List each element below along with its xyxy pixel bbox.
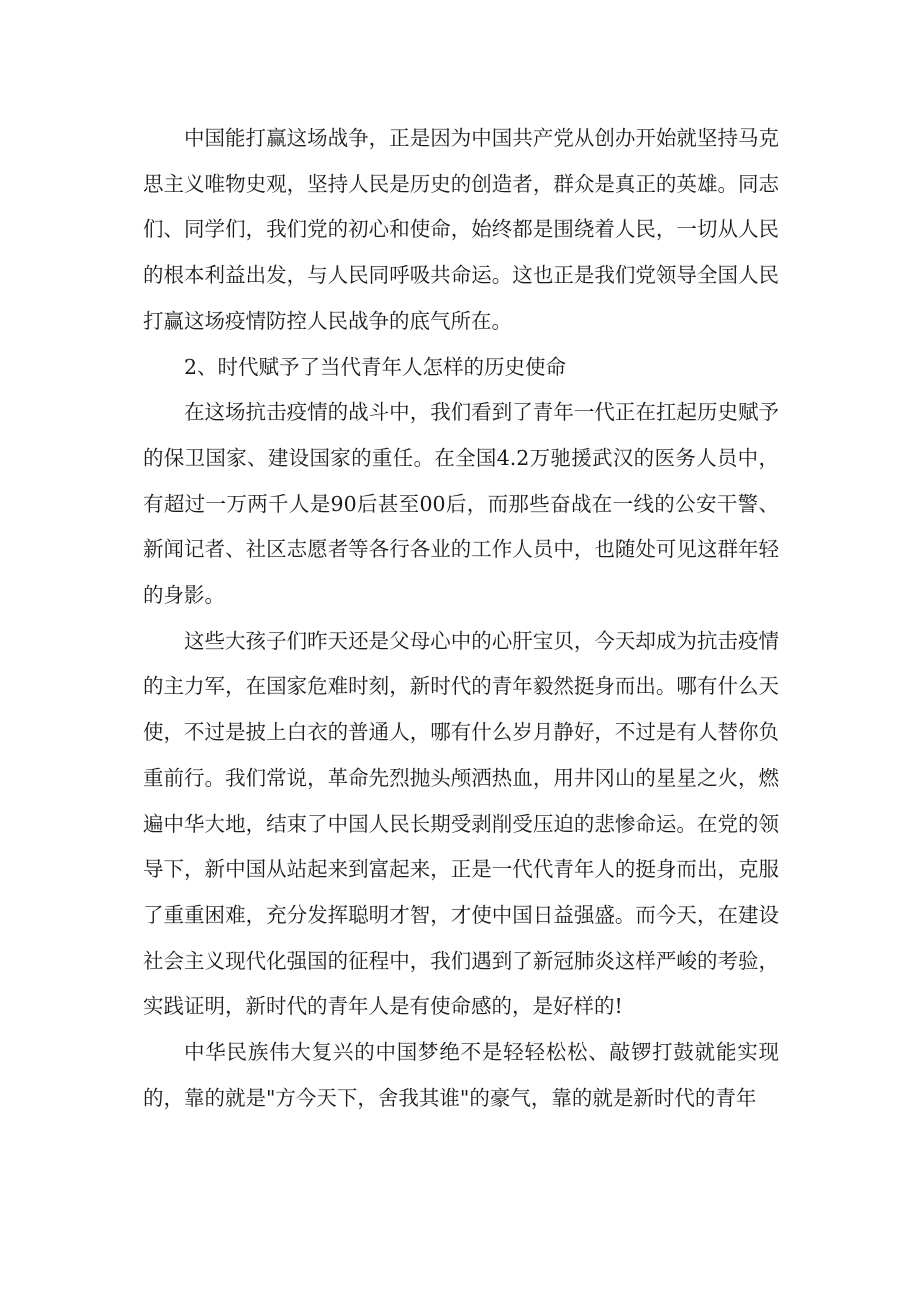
paragraph-youth-main-force: 这些大孩子们昨天还是父母心中的心肝宝贝，今天却成为抗击疫情的主力军，在国家危难时刻，新时代的青年毅然挺身而出。哪有什么天使，不过是披上白衣的普通人，哪有什么岁月静好，不过是有人替你负重前行。我们常说，革命先烈抛头颅洒热血，用井冈山的星星之火，燃遍中华大地，结束了中国人民长期受剥削受压迫的悲惨命运。在党的领导下，新中国从站起来到富起来，正是一代代青年人的挺身而出，克服了重重困难，充分发挥聪明才智，才使中国日益强盛。而今天，在建设社会主义现代化强国的征程中，我们遇到了新冠肺炎这样严峻的考验，实践证明，新时代的青年人是有使命感的，是好样的!: [143, 628, 779, 1019]
section-heading-youth-mission: 2、时代赋予了当代青年人怎样的历史使命: [184, 354, 567, 379]
paragraph-chinese-dream: 中华民族伟大复兴的中国梦绝不是轻轻松松、敲锣打鼓就能实现的，靠的就是"方今天下，舍我其谁"的豪气，靠的就是新时代的青年: [143, 1040, 779, 1110]
paragraph-youth-frontline: 在这场抗击疫情的战斗中，我们看到了青年一代正在扛起历史赋予的保卫国家、建设国家的重任。在全国4.2万驰援武汉的医务人员中，有超过一万两千人是90后甚至00后，而那些奋战在一线的公安干警、新闻记者、社区志愿者等各行各业的工作人员中，也随处可见这群年轻的身影。: [143, 400, 779, 608]
paragraph-party-mission: 中国能打赢这场战争，正是因为中国共产党从创办开始就坚持马克思主义唯物史观，坚持人民是历史的创造者，群众是真正的英雄。同志们、同学们，我们党的初心和使命，始终都是围绕着人民，一切从人民的根本利益出发，与人民同呼吸共命运。这也正是我们党领导全国人民打赢这场疫情防控人民战争的底气所在。: [143, 126, 779, 333]
document-body: [143, 116, 779, 1121]
